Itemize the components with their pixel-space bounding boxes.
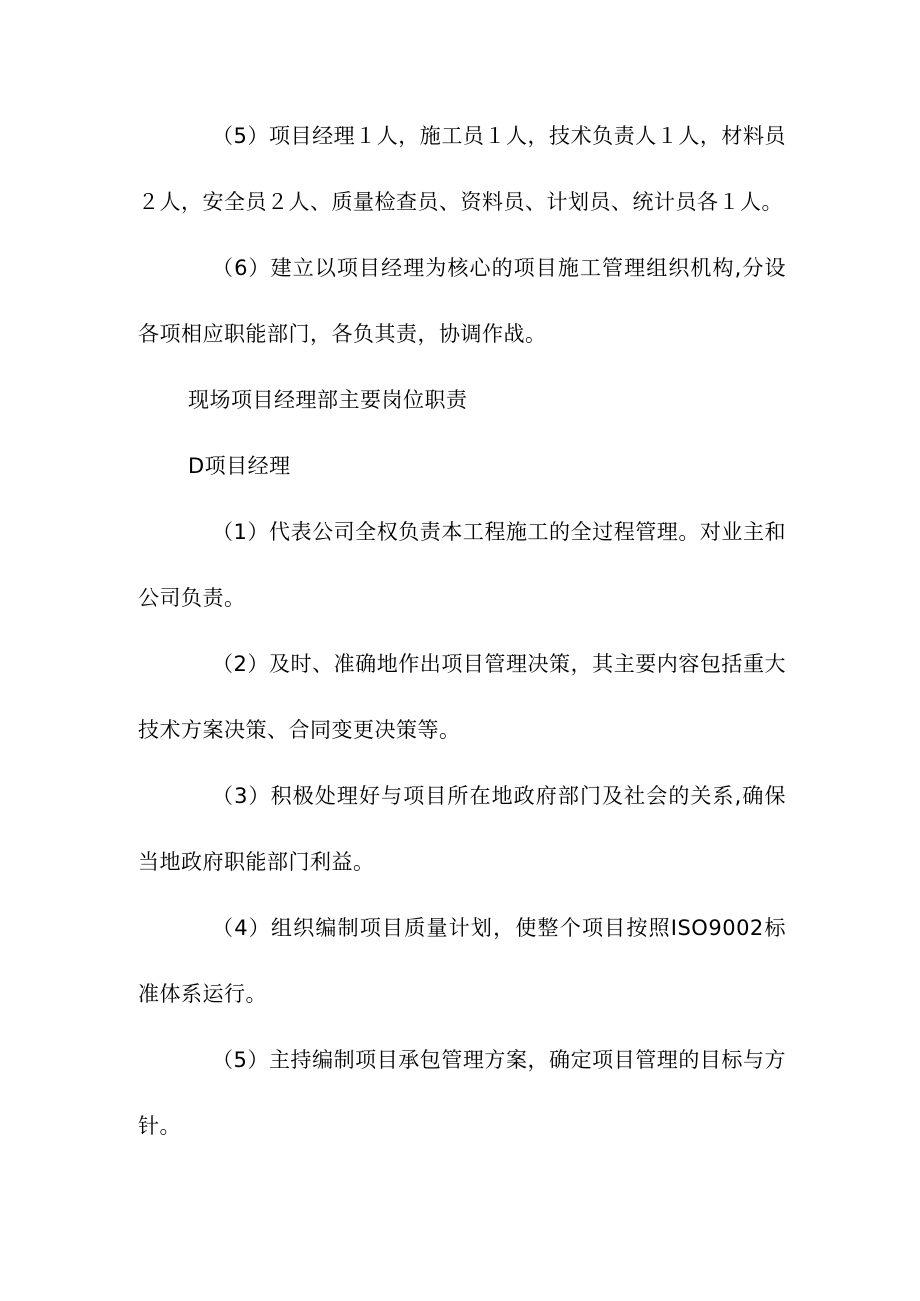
section-heading: 现场项目经理部主要岗位职责 (188, 388, 468, 412)
paragraph-organization: （6）建立以项目经理为核心的项目施工管理组织机构,分设各项相应职能部门，各负其责，协调作战。 (138, 256, 786, 346)
paragraph-staffing: （5）项目经理１人，施工员１人，技术负责人１人，材料员２人，安全员２人、质量检查员、资料员、计划员、统计员各１人。 (138, 124, 786, 214)
paragraph-duty-4: （4）组织编制项目质量计划，使整个项目按照ISO9002标准体系运行。 (138, 916, 786, 1006)
paragraph-duty-3: （3）积极处理好与项目所在地政府部门及社会的关系,确保当地政府职能部门利益。 (138, 784, 786, 874)
paragraph-duty-1: （1）代表公司全权负责本工程施工的全过程管理。对业主和公司负责。 (138, 520, 786, 610)
subsection-heading: D项目经理 (188, 454, 291, 478)
paragraph-duty-2: （2）及时、准确地作出项目管理决策，其主要内容包括重大技术方案决策、合同变更决策等。 (138, 652, 786, 742)
paragraph-duty-5: （5）主持编制项目承包管理方案，确定项目管理的目标与方针。 (138, 1048, 786, 1138)
document-page (138, 103, 786, 1159)
